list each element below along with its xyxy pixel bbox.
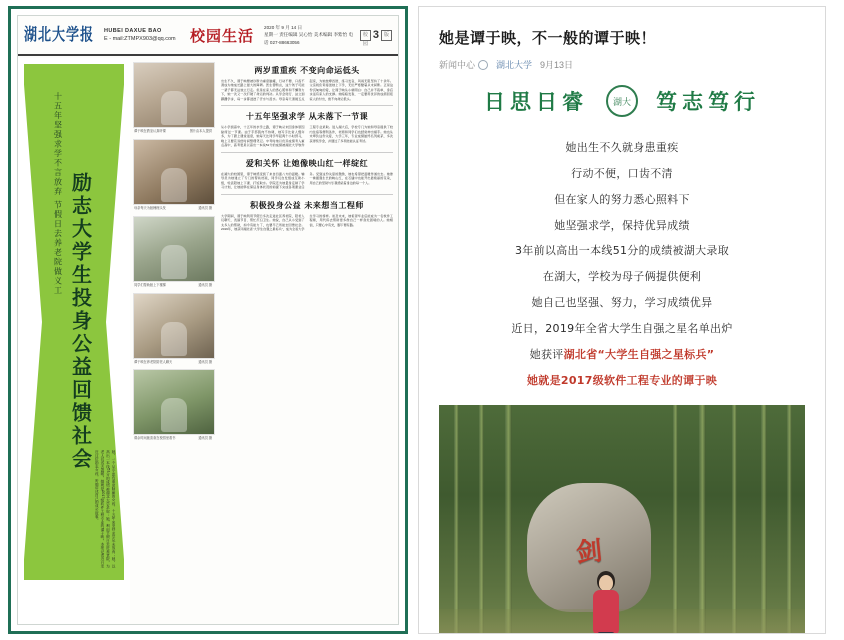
newspaper-latin-name [104, 27, 182, 44]
photo-caption-text: 同学们帮助她上下楼梯 [134, 282, 166, 287]
page-label-left: 校园 [360, 30, 371, 41]
bamboo-stalk [732, 405, 737, 634]
calligraphy-right: 笃志笃行 [656, 89, 760, 114]
article-body [439, 135, 805, 393]
article-account[interactable]: 湖北大学 [496, 60, 533, 70]
highlight-award: 湖北省“大学生自强之星标兵” [563, 347, 715, 361]
body-text-1: 出生不久，谭于映便被诊断为重度脑瘫，行动不便、口齿不清成为她成长路上最大的障碍。医生曾断言，这个孩子可能一辈子都无法独立行走。但是在家人的悉心照料和不懈努力下，她一次又一次打破了命运的判决。从学会爬行、站立到蹒跚学步，每一步都浸透了汗水与泪水。母亲每天清晨五点起床，为她按摩四肢、练习发音，风雨无阻坚持了十余年。父亲则负责接送她上下学，无论严寒酷暑从未间断。正是这份沉甸甸的爱，让谭于映从小就明白：自己并不孤单，身后永远有家人的支撑。她暗暗发誓，一定要用优异的成绩回报家人的付出，绝不向命运低头。 [221, 79, 393, 101]
person-figure [589, 575, 623, 634]
headline-main: 励志大学生投身公益回馈社会 [68, 171, 93, 471]
divider [221, 105, 393, 106]
bamboo-stalk [505, 405, 512, 634]
article-line: 她自己也坚强、努力，学习成绩优异 [531, 296, 713, 310]
source-badge-icon [478, 60, 488, 70]
newspaper-latin-line2: E - mail:ZTMPX903@qq.com [104, 36, 176, 42]
person-head [599, 575, 613, 591]
photo-figure [161, 168, 187, 202]
photo-caption [133, 130, 213, 134]
article-photo [133, 369, 215, 435]
photo-credit: 通讯员 摄 [198, 282, 212, 287]
photo-caption [133, 284, 213, 288]
photo-caption-text: 母亲每天为她梳理头发 [134, 205, 166, 210]
article-source: 新闻中心 [439, 60, 476, 70]
bamboo-stalk [761, 405, 767, 634]
bamboo-stalk [699, 405, 706, 634]
photo-figure [161, 322, 187, 356]
article-line: 她出生不久就身患重疾 [565, 141, 679, 154]
rock-inscription: 剑 [574, 536, 604, 569]
article-line: 3年前以高出一本线51分的成绩被湖大录取 [515, 244, 729, 258]
wechat-article [418, 6, 826, 634]
article-photo [133, 216, 215, 282]
subhead-3: 爱和关怀 让她像映山红一样绽红 [245, 157, 369, 168]
photo-figure [161, 91, 187, 125]
photo-caption-text: 课余时间她喜欢在校园里看书 [134, 436, 176, 441]
article-line: 她坚强求学，保持优异成绩 [554, 218, 690, 232]
photo-caption [133, 437, 213, 441]
calligraphy-banner [439, 85, 805, 117]
bamboo-stalk [479, 405, 484, 634]
newspaper-body [18, 58, 398, 624]
subhead-2: 十五年坚强求学 从未落下一节课 [245, 111, 369, 122]
person-jacket [593, 590, 619, 634]
photo-credit: 图片由本人提供 [189, 129, 212, 133]
newspaper-page-indicator [360, 29, 392, 47]
article-photo [133, 293, 215, 359]
subhead-1: 两岁重重疾 不变向命运低头 [254, 65, 360, 75]
page-number: 3 [372, 29, 379, 41]
newspaper-section-title: 校园生活 [190, 27, 255, 45]
person-legs [597, 632, 615, 634]
article-line: 但在家人的努力悉心照料下 [554, 192, 690, 206]
bamboo-stalk [787, 405, 792, 634]
article-title: 她是谭于映，不一般的谭于映！ [439, 29, 657, 47]
newspaper-page [8, 6, 408, 634]
photo-caption [133, 361, 213, 365]
text-column [216, 58, 398, 624]
photo-credit: 通讯员 摄 [198, 205, 212, 210]
university-seal-icon: 湖大 [606, 85, 638, 117]
newspaper-dateline [264, 24, 356, 46]
lead-paragraph: 她，一个从小患有重度脑瘫的女孩，十五年来坚持求学从未放弃；她，以高出一本线51分的成绩被湖北大学录取；她，利用节假日走进养老院，为老人们送去温暖。她就是2017级软件工程专业的谭于映。本报记者近日走近这位励志女孩，听她讲述自己的成长故事。 [95, 450, 116, 568]
article-photo [133, 62, 215, 128]
newspaper-masthead [18, 16, 398, 56]
body-text-3: 在湖大的校园里，谭于映感受到了来自四面八方的温暖。辅导员为她建立了专门的帮扶档案，同学们自发组成互助小组，轮流陪她上下课、打饭取水。学院还为她量身定制了学习计划，让她能够在保证身体状况的前提下完成各项课业任务。受到这份关爱的激励，她也希望把温暖传递出去。她像一株倔强生长的映山红，在石缝中也能开出最艳丽的花朵，用自己的坚韧与乐观感染着身边的每一个人。 [221, 171, 393, 190]
article-line: 近日，2019年全省大学生自强之星名单出炉 [511, 321, 733, 335]
page-label-right: 版 [381, 30, 392, 41]
bamboo-stalk [454, 405, 459, 634]
photo-caption-text: 谭于映在教室认真听课 [134, 129, 166, 133]
body-text-2: 从小学到高中，十五年的求学之路，谭于映从未因身体原因缺席过一节课。由于手部肌肉不协调，她写字比常人慢许多，为了跟上课堂进度，她每天比同学早起两个小时预习，晚上又要花双倍时间整理笔记。中考时她以优异成绩考入重点高中，高考更是以高出一本线51分的成绩被湖北大学软件工程专业录取。进入湖大后，学校专门为她和母亲提供了校内住宿等便利条件，老师和同学们也经常伸出援手。她也从未辜负这份关爱，大学三年，专业成绩始终名列前茅，多次获得奖学金，并通过了多项技能认证考试。 [221, 125, 393, 148]
photo-figure [161, 245, 187, 279]
headline-column [18, 58, 130, 624]
newspaper-latin-line1: HUBEI DAXUE BAO [104, 27, 162, 34]
bamboo-stalk [673, 405, 678, 634]
subhead-4: 积极投身公益 未来想当工程师 [250, 199, 364, 210]
body-text-4: 大学期间，谭于映利用节假日多次走进社区养老院，陪老人们聊天、表演节目、帮忙打扫卫生。她说，自己从小受到了太多人的帮助，如今有能力了，也要尽己所能去回馈社会。2019年，她获评湖北省“大学生自强之星标兵”，成为全省大学生学习的榜样。谈及未来，她希望毕业后能成为一名软件工程师，用代码去帮助更多像自己一样身处困境的人。她相信，只要心中有光，脚下便有路。 [221, 213, 393, 232]
article-line: 行动不便，口齿不清 [571, 166, 673, 180]
article-photo [133, 139, 215, 205]
newspaper-date: 2020 年 9 月 14 日 [264, 24, 303, 30]
photo-credit: 通讯员 摄 [198, 436, 212, 441]
article-line-emphasis: 她就是2017级软件工程专业的谭于映 [526, 373, 717, 387]
calligraphy-left: 日思日睿 [484, 89, 588, 114]
article-date: 9月13日 [540, 60, 574, 70]
article-photo-bamboo [439, 405, 805, 634]
newspaper-editors: 星期一 责任编辑 吴心怡 美术编辑 李紫怡 电话 027-88663056 [264, 32, 354, 45]
divider [221, 152, 393, 153]
article-meta [439, 58, 805, 71]
divider [221, 194, 393, 195]
photo-caption-text: 谭于映在养老院陪老人聊天 [134, 359, 173, 364]
highlight-prefix: 她获评 [529, 347, 564, 361]
newspaper-inner-frame [17, 15, 399, 625]
photo-figure [161, 398, 187, 432]
article-line: 在湖大，学校为母子俩提供便利 [542, 270, 702, 284]
headline-sub: 十五年坚强求学不言放弃 节假日去养老院做义工 [53, 92, 63, 296]
newspaper-logo: 湖北大学报 [24, 25, 95, 45]
photo-column [130, 58, 216, 624]
photo-credit: 通讯员 摄 [198, 359, 212, 364]
photo-caption [133, 207, 213, 211]
article-line-highlight [439, 342, 805, 368]
